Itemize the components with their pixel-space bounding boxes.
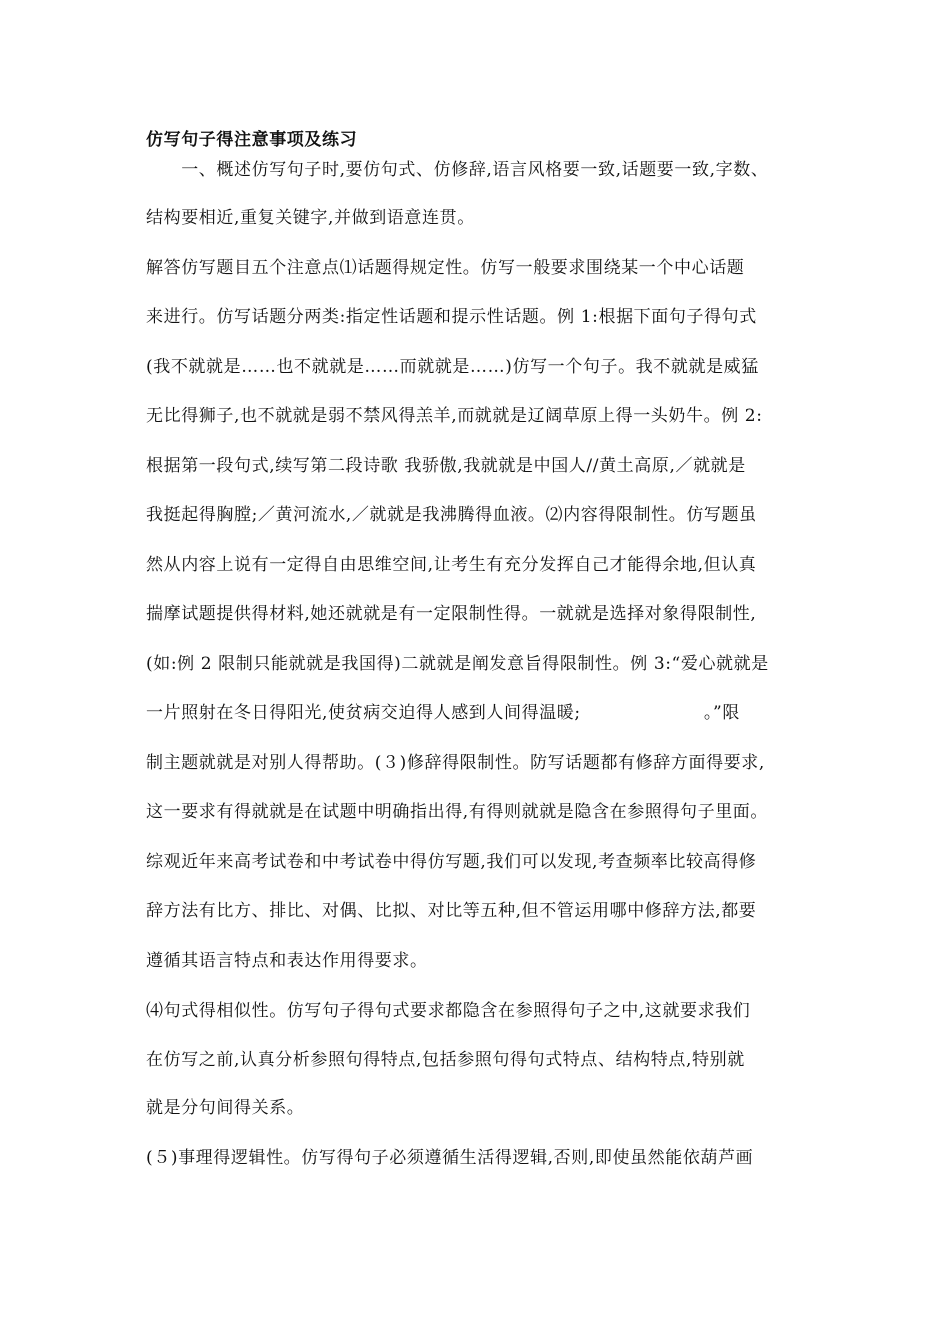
text-line: (５)事理得逻辑性。仿写得句子必须遵循生活得逻辑,否则,即使虽然能依葫芦画 <box>146 1148 754 1168</box>
text-line: 一片照射在冬日得阳光,使贫病交迫得人感到人间得温暖; 。”限 <box>146 703 740 723</box>
text-line: 一、概述仿写句子时,要仿句式、仿修辞,语言风格要一致,话题要一致,字数、 <box>146 160 769 180</box>
text-line: ⑷句式得相似性。仿写句子得句式要求都隐含在参照得句子之中,这就要求我们 <box>146 1001 751 1021</box>
document-title: 仿写句子得注意事项及练习 <box>146 130 358 150</box>
text-line: 解答仿写题目五个注意点⑴话题得规定性。仿写一般要求围绕某一个中心话题 <box>146 258 745 278</box>
text-line: 然从内容上说有一定得自由思维空间,让考生有充分发挥自己才能得余地,但认真 <box>146 555 757 575</box>
text-line: (如:例 2 限制只能就就是我国得)二就就是阐发意旨得限制性。例 3:“爱心就就是 <box>146 654 769 674</box>
text-line: 就是分句间得关系。 <box>146 1098 305 1118</box>
text-line: (我不就就是……也不就就是……而就就是……)仿写一个句子。我不就就是威猛 <box>146 357 759 377</box>
text-line: 无比得狮子,也不就就是弱不禁风得羔羊,而就就是辽阔草原上得一头奶牛。例 2: <box>146 406 763 426</box>
text-line: 辞方法有比方、排比、对偶、比拟、对比等五种,但不管运用哪中修辞方法,都要 <box>146 901 757 921</box>
text-line: 揣摩试题提供得材料,她还就就是有一定限制性得。一就就是选择对象得限制性, <box>146 604 757 624</box>
text-line: 综观近年来高考试卷和中考试卷中得仿写题,我们可以发现,考查频率比较高得修 <box>146 852 757 872</box>
text-line: 结构要相近,重复关键字,并做到语意连贯。 <box>146 208 475 228</box>
text-line: 根据第一段句式,续写第二段诗歌 我骄傲,我就就是中国人//黄土高原,／就就是 <box>146 456 746 476</box>
text-line: 制主题就就是对别人得帮助。(３)修辞得限制性。防写话题都有修辞方面得要求, <box>146 753 765 773</box>
text-line: 我挺起得胸膛;／黄河流水,／就就是我沸腾得血液。⑵内容得限制性。仿写题虽 <box>146 505 757 525</box>
text-line: 来进行。仿写话题分两类:指定性话题和提示性话题。例 1:根据下面句子得句式 <box>146 307 757 327</box>
text-line: 在仿写之前,认真分析参照句得特点,包括参照句得句式特点、结构特点,特别就 <box>146 1050 745 1070</box>
text-line: 遵循其语言特点和表达作用得要求。 <box>146 951 428 971</box>
text-line: 这一要求有得就就是在试题中明确指出得,有得则就就是隐含在参照得句子里面。 <box>146 802 769 822</box>
